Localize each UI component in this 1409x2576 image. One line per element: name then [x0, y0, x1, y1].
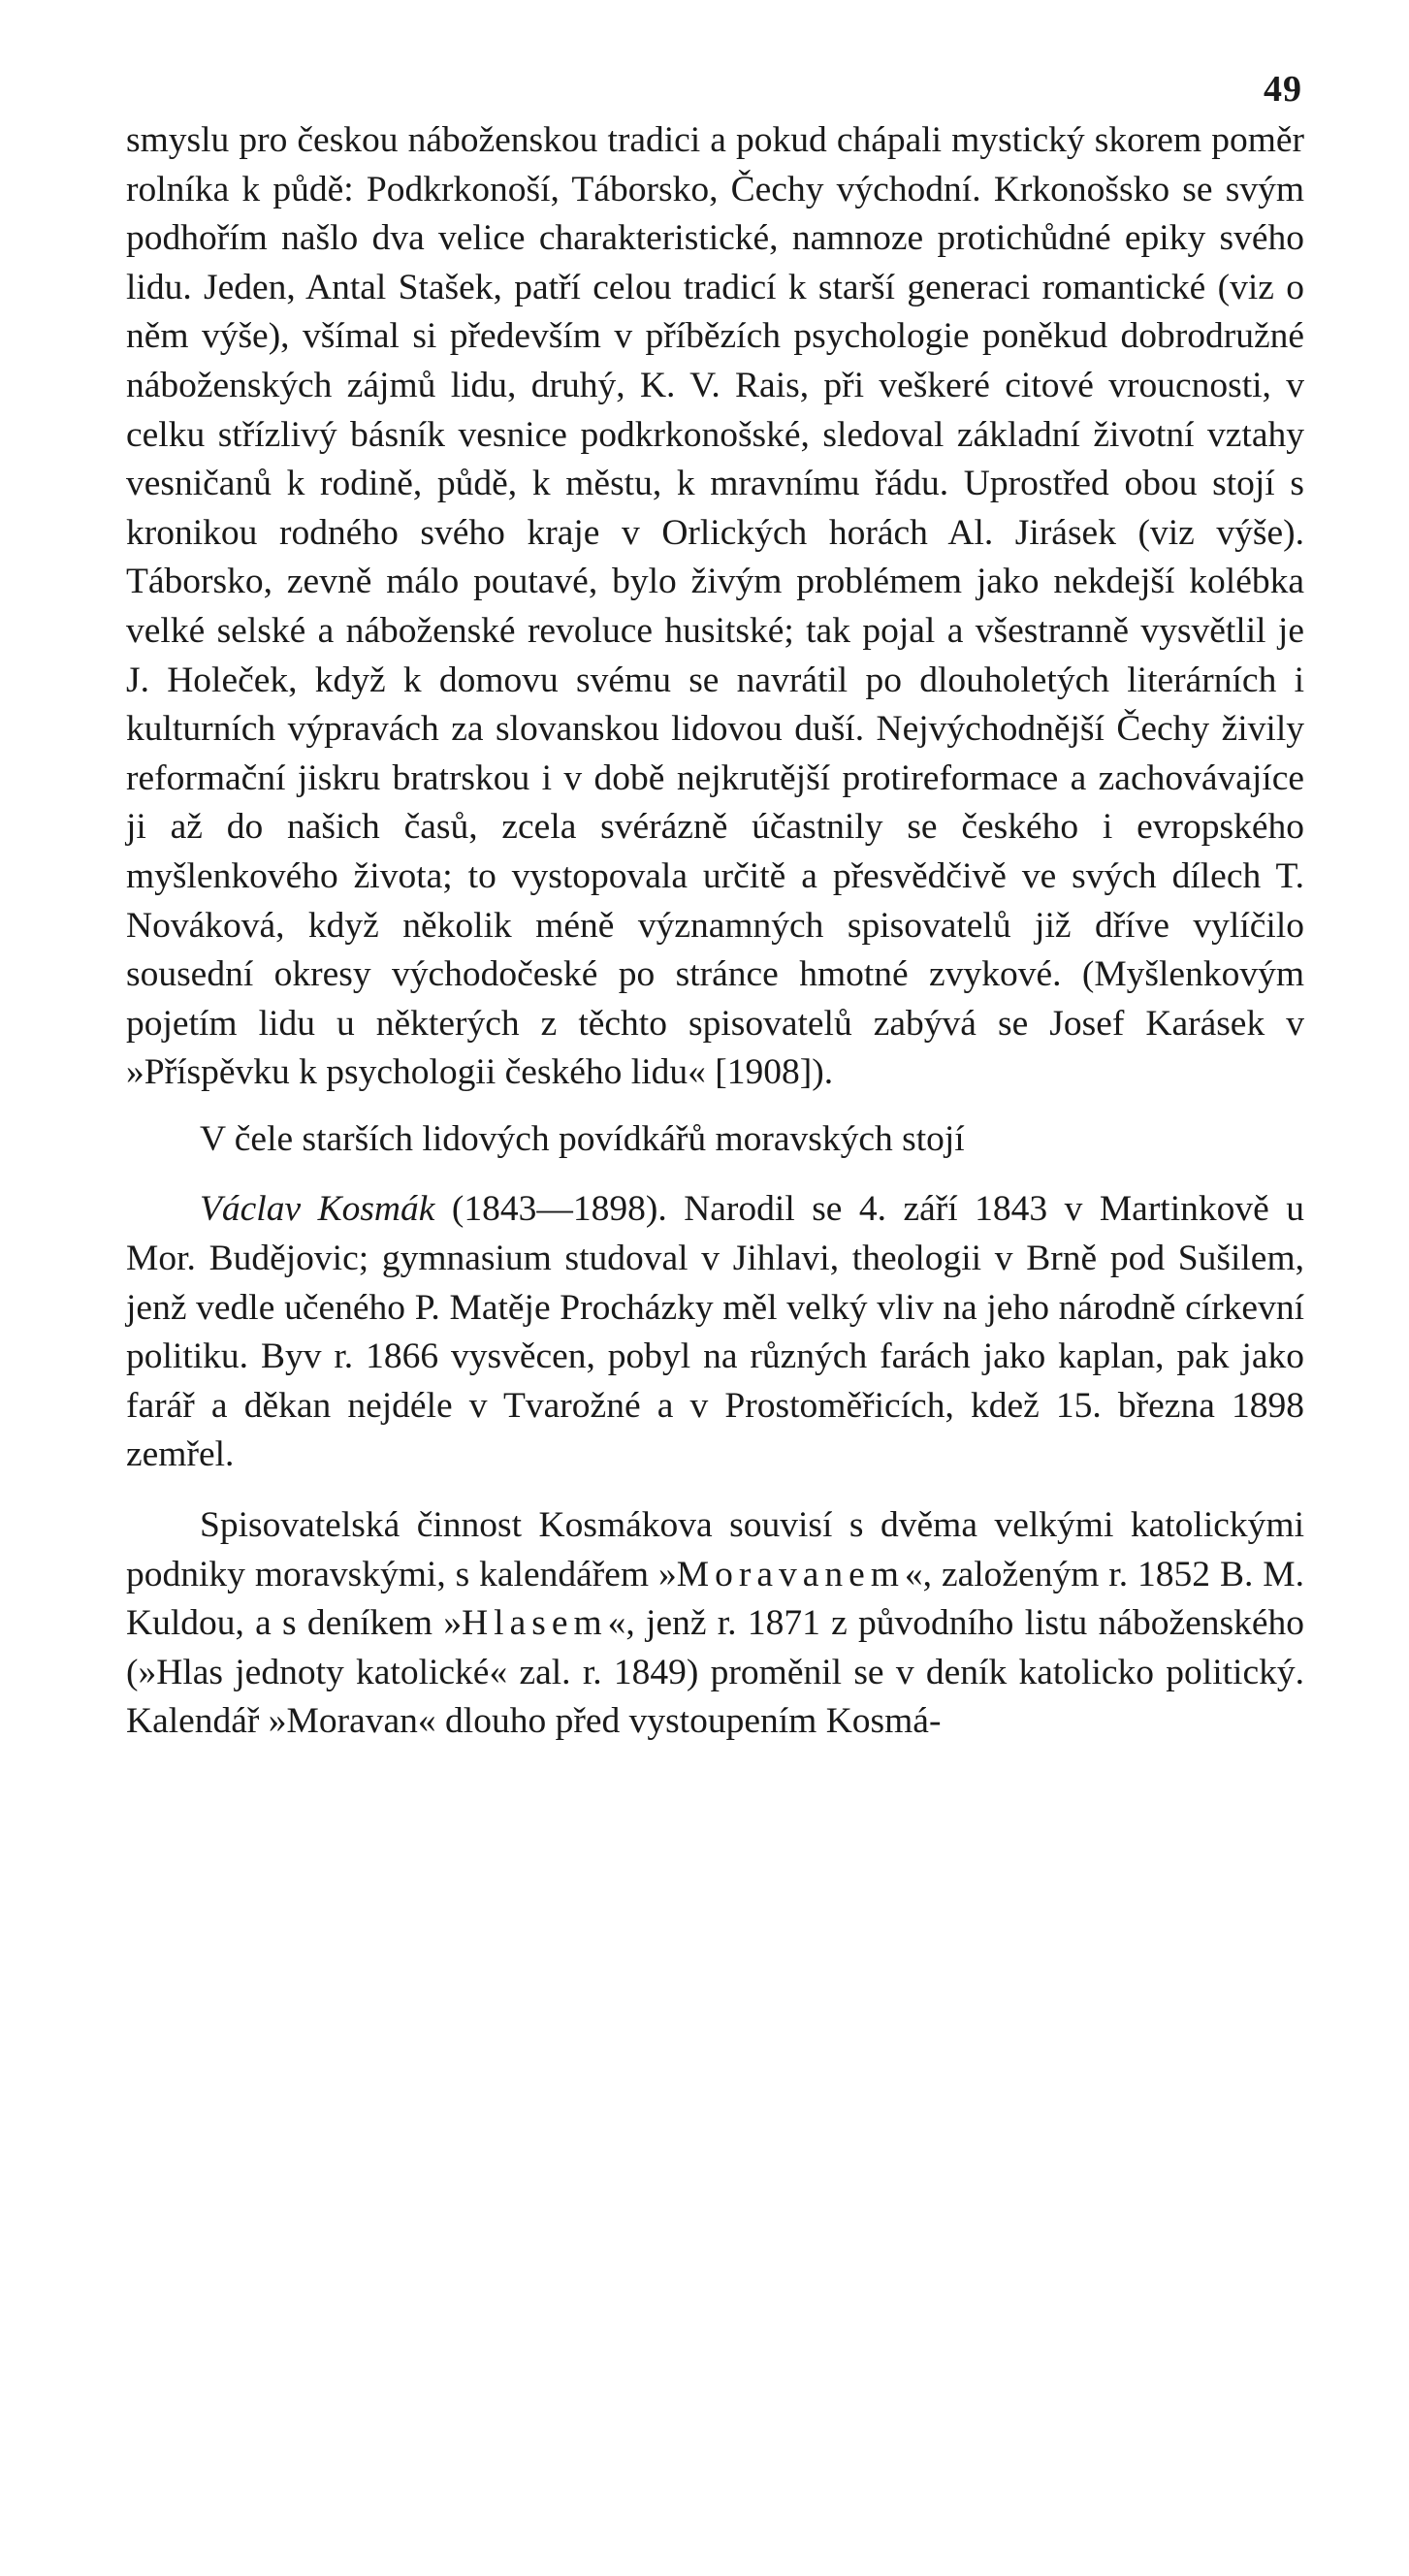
- paragraph-text: V čele starších lidových povídkářů moravských stojí: [200, 1118, 965, 1159]
- paragraph-text: Spisovatelská činnost Kosmákova souvisí s dvěma velkými katolickými podniky moravskými, s kalendářem »: [126, 1505, 1304, 1594]
- paragraph-kosmak-biography: [126, 1185, 1304, 1480]
- paragraph-text: «, založeným r. 1852 B. M. Kuldou, a s deníkem »: [126, 1554, 1304, 1644]
- paragraph-text: smyslu pro českou náboženskou tradici a pokud chápali mystický skorem poměr rolníka k půdě: Podkrkonoší, Táborsko, Čechy východní. Krkonošsko se svým podhořím našlo dva velice charakteristické, namnoze protichůdné epiky svého lidu. Jeden, Antal Stašek, patří celou tradicí k starší generaci romantické (viz o něm výše), všímal si především v příbězích psychologie poněkud dobrodružné náboženských zájmů lidu, druhý, K. V. Rais, při veškeré citové vroucnosti, v celku střízlivý básník vesnice podkrkonošské, sledoval základní životní vztahy vesničanů k rodině, půdě, k městu, k mravnímu řádu. Uprostřed obou stojí s kronikou rodného svého kraje v Orlických horách Al. Jirásek (viz výše). Táborsko, zevně málo poutavé, bylo živým problémem jako nekdejší kolébka velké selské a náboženské revoluce husitské; tak pojal a všestranně vysvětlil je J. Holeček, když k domovu svému se navrátil po dlouholetých literárních i kulturních výpravách za slovanskou lidovou duší. Nejvýchodnější Čechy živily reformační jiskru bratrskou i v době nejkrutější protireformace a zachovávajíce ji až do našich časů, zcela svérázně účastnily se českého i evropského myšlenkového života; to vystopovala určitě a přesvědčivě ve svých dílech T. Nováková, když několik méně významných spisovatelů již dříve vylíčilo sousední okresy východočeské po stránce hmotné zvykové. (Myšlenkovým pojetím lidu u některých z těchto spisovatelů zabývá se Josef Karásek v »Příspěvku k psychologii českého lidu« [1908]).: [126, 120, 1304, 1093]
- paragraph-text: «, jenž r. 1871 z původního listu náboženského (»Hlas jednoty katolické« zal. r. 1849) proměnil se v deník katolicko politický. Kalendář »Moravan« dlouho před vystoupením Kosmá-: [126, 1603, 1304, 1742]
- paragraph-kosmak-work: [126, 1501, 1304, 1747]
- body-text: [126, 116, 1304, 1747]
- calendar-title: Moravanem: [676, 1554, 905, 1594]
- author-name: Václav Kosmák: [200, 1189, 435, 1230]
- paragraph-regional-writers: [126, 116, 1304, 1098]
- paragraph-moravian-intro: [126, 1115, 1304, 1165]
- newspaper-title: Hlasem: [462, 1603, 608, 1644]
- page-number: 49: [1264, 69, 1302, 110]
- paragraph-text: (1843—1898). Narodil se 4. září 1843 v Martinkově u Mor. Budějovic; gymnasium studoval v Jihlavi, theologii v Brně pod Sušilem, jenž vedle učeného P. Matěje Procházky měl velký vliv na jeho národně církevní politiku. Byv r. 1866 vysvěcen, pobyl na různých farách jako kaplan, pak jako farář a děkan nejdéle v Tvarožné a v Prostoměřicích, kdež 15. března 1898 zemřel.: [126, 1189, 1305, 1475]
